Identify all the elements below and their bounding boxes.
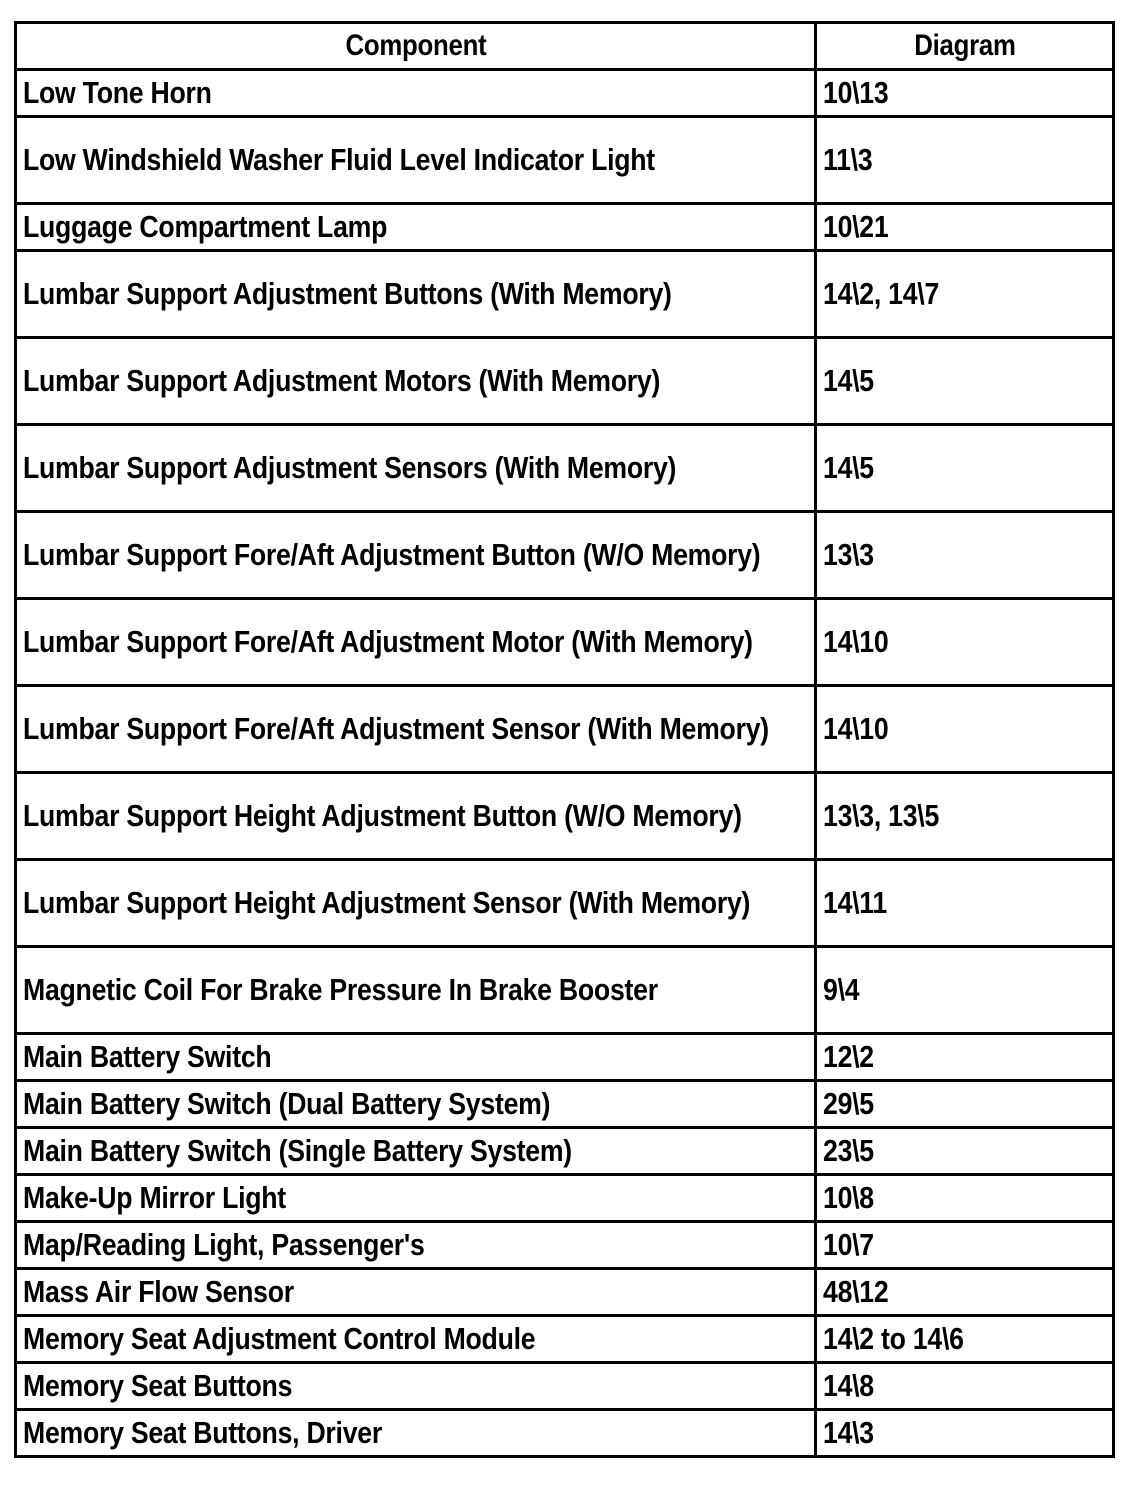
diagram-cell: 48\12: [816, 1269, 1114, 1316]
column-header-component: Component: [16, 23, 816, 70]
diagram-cell: 9\4: [816, 947, 1114, 1034]
diagram-cell: 10\8: [816, 1175, 1114, 1222]
component-cell: Lumbar Support Adjustment Motors (With Memory): [16, 338, 816, 425]
component-cell: Memory Seat Buttons: [16, 1363, 816, 1410]
diagram-cell: 14\10: [816, 686, 1114, 773]
table-row: [16, 1175, 1114, 1222]
table-row: [16, 1410, 1114, 1457]
table-row: [16, 686, 1114, 773]
component-cell: Lumbar Support Fore/Aft Adjustment Button (W/O Memory): [16, 512, 816, 599]
table-row: [16, 773, 1114, 860]
table-row: [16, 1128, 1114, 1175]
column-header-diagram: Diagram: [816, 23, 1114, 70]
component-cell: Memory Seat Adjustment Control Module: [16, 1316, 816, 1363]
diagram-cell: 14\3: [816, 1410, 1114, 1457]
diagram-cell: 14\5: [816, 338, 1114, 425]
table-row: [16, 117, 1114, 204]
diagram-cell: 10\13: [816, 70, 1114, 117]
table-row: [16, 204, 1114, 251]
table-row: [16, 70, 1114, 117]
table-row: [16, 860, 1114, 947]
table-row: [16, 338, 1114, 425]
table-row: [16, 425, 1114, 512]
table-row: [16, 947, 1114, 1034]
table-row: [16, 1222, 1114, 1269]
component-cell: Memory Seat Buttons, Driver: [16, 1410, 816, 1457]
diagram-cell: 14\2 to 14\6: [816, 1316, 1114, 1363]
table-row: [16, 1363, 1114, 1410]
component-cell: Make-Up Mirror Light: [16, 1175, 816, 1222]
table-row: [16, 1269, 1114, 1316]
diagram-cell: 29\5: [816, 1081, 1114, 1128]
component-cell: Lumbar Support Height Adjustment Sensor (With Memory): [16, 860, 816, 947]
component-cell: Lumbar Support Fore/Aft Adjustment Sensor (With Memory): [16, 686, 816, 773]
diagram-cell: 11\3: [816, 117, 1114, 204]
diagram-cell: 14\8: [816, 1363, 1114, 1410]
component-cell: Main Battery Switch: [16, 1034, 816, 1081]
component-cell: Low Tone Horn: [16, 70, 816, 117]
diagram-cell: 14\11: [816, 860, 1114, 947]
component-diagram-table: [14, 21, 1115, 1458]
diagram-cell: 12\2: [816, 1034, 1114, 1081]
diagram-cell: 13\3, 13\5: [816, 773, 1114, 860]
component-cell: Low Windshield Washer Fluid Level Indicator Light: [16, 117, 816, 204]
table-row: [16, 512, 1114, 599]
component-cell: Mass Air Flow Sensor: [16, 1269, 816, 1316]
diagram-cell: 14\10: [816, 599, 1114, 686]
header-row: [16, 23, 1114, 70]
component-cell: Magnetic Coil For Brake Pressure In Brake Booster: [16, 947, 816, 1034]
component-cell: Lumbar Support Height Adjustment Button (W/O Memory): [16, 773, 816, 860]
component-cell: Luggage Compartment Lamp: [16, 204, 816, 251]
table-row: [16, 599, 1114, 686]
table-row: [16, 1081, 1114, 1128]
diagram-cell: 14\5: [816, 425, 1114, 512]
component-cell: Main Battery Switch (Single Battery System): [16, 1128, 816, 1175]
diagram-cell: 10\21: [816, 204, 1114, 251]
table-row: [16, 1034, 1114, 1081]
table-row: [16, 251, 1114, 338]
component-cell: Map/Reading Light, Passenger's: [16, 1222, 816, 1269]
diagram-cell: 14\2, 14\7: [816, 251, 1114, 338]
component-diagram-table-container: [14, 21, 1112, 1458]
component-cell: Lumbar Support Adjustment Buttons (With Memory): [16, 251, 816, 338]
table-row: [16, 1316, 1114, 1363]
diagram-cell: 10\7: [816, 1222, 1114, 1269]
component-cell: Main Battery Switch (Dual Battery System): [16, 1081, 816, 1128]
component-cell: Lumbar Support Fore/Aft Adjustment Motor (With Memory): [16, 599, 816, 686]
component-cell: Lumbar Support Adjustment Sensors (With Memory): [16, 425, 816, 512]
diagram-cell: 23\5: [816, 1128, 1114, 1175]
diagram-cell: 13\3: [816, 512, 1114, 599]
